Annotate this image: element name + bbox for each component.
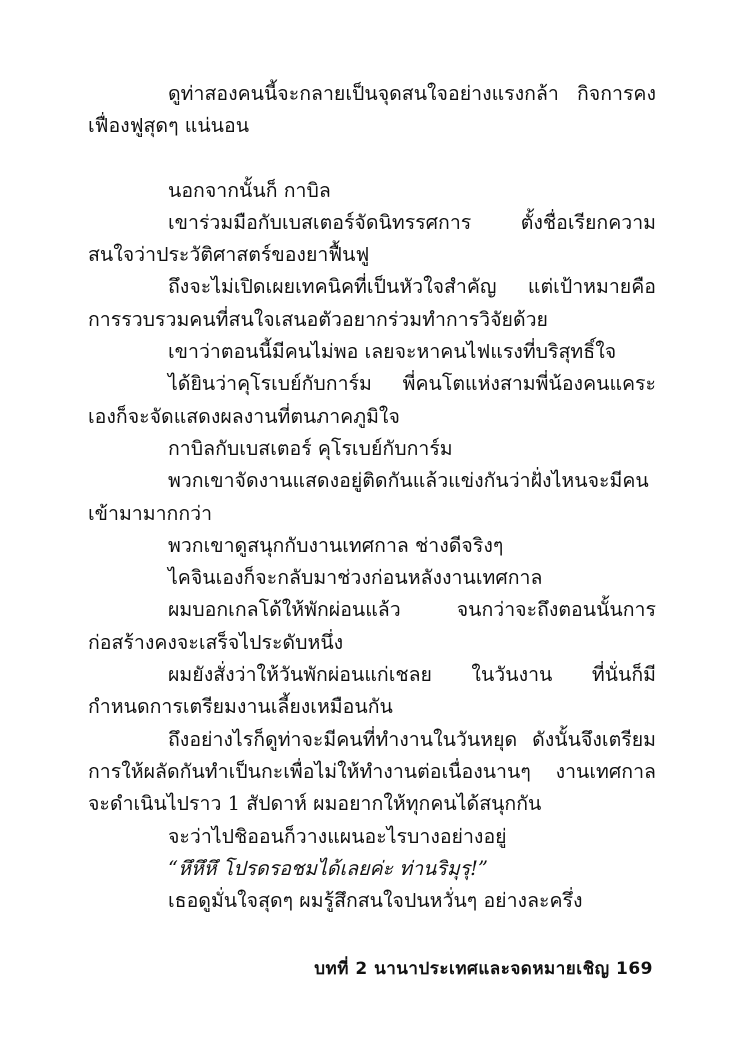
paragraph: ถึงจะไม่เปิดเผยเทคนิคที่เป็นหัวใจสำคัญ แต่เป้าหมายคือการรวบรวมคนที่สนใจเสนอตัวอยากร่วมทำการวิจัยด้วย [88, 275, 656, 331]
paragraph: กาบิลกับเบสเตอร์ คุโรเบย์กับการ์ม [168, 436, 453, 460]
paragraph: ดูท่าสองคนนี้จะกลายเป็นจุดสนใจอย่างแรงกล้า กิจการคงเฟื่องฟูสุดๆ แน่นอน [88, 82, 656, 138]
paragraph: พวกเขาดูสนุกกับงานเทศกาล ช่างดีจริงๆ [168, 533, 504, 557]
paragraph: พวกเขาจัดงานแสดงอยู่ติดกันแล้วแข่งกันว่าฝั่งไหนจะมีคนเข้ามามากกว่า [88, 469, 649, 525]
paragraph: ถึงอย่างไรก็ดูท่าจะมีคนที่ทำงานในวันหยุด ดังนั้นจึงเตรียมการให้ผลัดกันทำเป็นกะเพื่อไม่ให้ทำงานต่อเนื่องนานๆ งานเทศกาลจะดำเนินไปราว 1 สัปดาห์ ผมอยากให้ทุกคนได้สนุกกัน [88, 727, 656, 816]
paragraph: ได้ยินว่าคุโรเบย์กับการ์ม พี่คนโตแห่งสามพี่น้องคนแคระเองก็จะจัดแสดงผลงานที่ตนภาคภูมิใจ [88, 372, 656, 428]
paragraph: เขาร่วมมือกับเบสเตอร์จัดนิทรรศการ ตั้งชื่อเรียกความสนใจว่าประวัติศาสตร์ของยาฟื้นฟู [88, 210, 656, 267]
paragraph: จะว่าไปชิออนก็วางแผนอะไรบางอย่างอยู่ [168, 824, 507, 848]
paragraph: เขาว่าตอนนี้มีคนไม่พอ เลยจะหาคนไฟแรงที่บริสุทธิ์ใจ [168, 340, 617, 364]
paragraph: ไคจินเองก็จะกลับมาช่วงก่อนหลังงานเทศกาล [168, 566, 543, 590]
dialogue-line: “หึหึหึ โปรดรอชมได้เลยค่ะ ท่านริมุรุ!” [168, 856, 488, 880]
running-footer: บทที่ 2 นานาประเทศและจดหมายเชิญ 169 [314, 959, 653, 979]
paragraph: เธอดูมั่นใจสุดๆ ผมรู้สึกสนใจปนหวั่นๆ อย่างละครึ่ง [168, 889, 583, 913]
body-text [88, 78, 656, 917]
paragraph: ผมบอกเกลโด้ให้พักผ่อนแล้ว จนกว่าจะถึงตอนนั้นการก่อสร้างคงจะเสร็จไประดับหนึ่ง [88, 598, 656, 654]
paragraph: นอกจากนั้นก็ กาบิล [168, 178, 331, 202]
paragraph: ผมยังสั่งว่าให้วันพักผ่อนแก่เชลย ในวันงาน ที่นั่นก็มีกำหนดการเตรียมงานเลี้ยงเหมือนกัน [88, 663, 656, 719]
